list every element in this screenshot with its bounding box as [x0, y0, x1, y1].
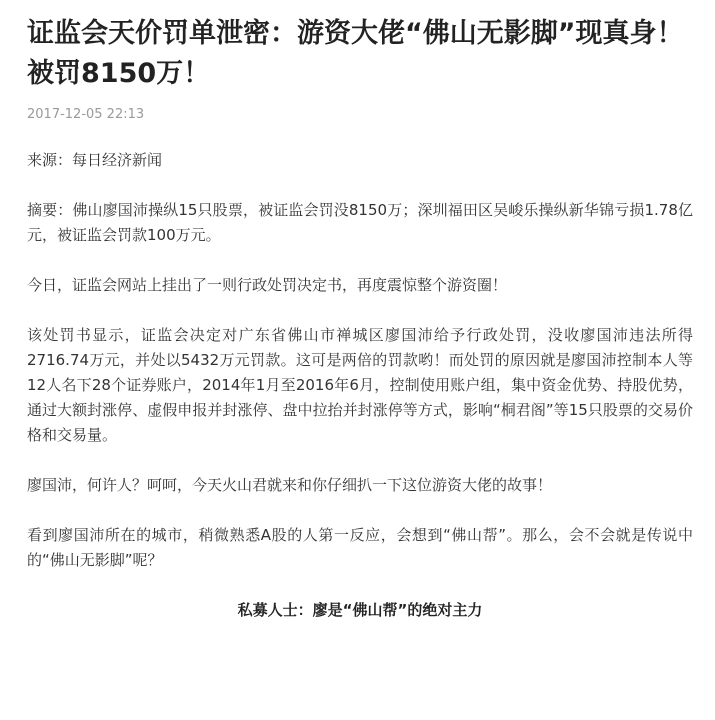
- article-title: 证监会天价罚单泄密：游资大佬“佛山无影脚”现真身！被罚8150万！: [27, 18, 684, 89]
- paragraph-penalty-details: 该处罚书显示，证监会决定对广东省佛山市禅城区廖国沛给予行政处罚，没收廖国沛违法所得2716.74万元，并处以5432万元罚款。这可是两倍的罚款哟！而处罚的原因就是廖国沛控制本人等12人名下28个证券账户，2014年1月至2016年6月，控制使用账户组，集中资金优势、持股优势，通过大额封涨停、虚假申报并封涨停、盘中拉抬并封涨停等方式，影响“桐君阁”等15只股票的交易价格和交易量。: [27, 326, 693, 444]
- publish-date: 2017-12-05 22:13: [27, 107, 145, 122]
- article-summary: 摘要：佛山廖国沛操纵15只股票，被证监会罚没8150万；深圳福田区吴峻乐操纵新华锦亏损1.78亿元，被证监会罚款100万元。: [27, 201, 693, 244]
- paragraph-foshan-gang: 看到廖国沛所在的城市，稍微熟悉A股的人第一反应，会想到“佛山帮”。那么，会不会就是传说中的“佛山无影脚”呢？: [27, 526, 693, 569]
- article-source: 来源：每日经济新闻: [27, 151, 163, 169]
- article: [27, 14, 693, 623]
- section-subheading: 私募人士：廖是“佛山帮”的绝对主力: [237, 601, 483, 619]
- paragraph-announcement: 今日，证监会网站上挂出了一则行政处罚决定书，再度震惊整个游资圈！: [27, 276, 508, 294]
- paragraph-who-is: 廖国沛，何许人？呵呵，今天火山君就来和你仔细扒一下这位游资大佬的故事！: [27, 476, 553, 494]
